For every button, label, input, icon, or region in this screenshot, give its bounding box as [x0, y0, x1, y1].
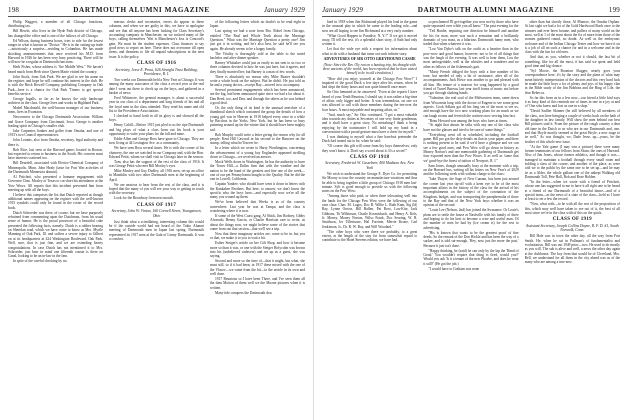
paragraph: If some of the West Coast gang, Al Shick, Jim Rodney, Gibby Alvarado, Benny Garcia, or Charlie Harrison care to write, us about the things now, we might believe some of the stories that come from out that section—that we'll see a trip. — [210, 213, 305, 231]
column-2 — [109, 20, 204, 420]
page-header — [322, 6, 620, 17]
paragraph: We wish to understand the George E. Dyer Co. for permitting Sir Moony to tour the country on manufacture vacations and thus be able to bring together a little group of Chicago 1918 men last-minute. Sylt is good enough to provide us with the following notes on the Pow Wow: — [322, 171, 418, 194]
paragraph: I was thinking to myself what a fine barefoot pretender the Duck had turned out to be, when he said: — [322, 135, 418, 144]
paragraph: "Jake Thayer, the Sage of New Canaan, has been just around the corner last year tip-off with a keen eye to be of the most important affairs in the history of the class for the arrival of his accomplishments on the subject of the coronation of the Kingdom, budget, and was transporting the paraphernalia of those to the Bay and that of the New York boys whether it was an opinion of the second. — [423, 177, 519, 208]
paragraph: Captain Yankee, who should have went it down in letters with the Kankakee Brothers. But here, to answer, we don't know the specific who the boys have—and especially now we're all the many you wound up them. — [210, 182, 305, 200]
paragraph: In spite of the careful checking by nu — [13, 259, 67, 264]
paragraph: Two weeks our Dartmouth held a New Year at Chicago. It was among the many associates of the class a record year at the real date I went out there to check up on the boys, and gathered in a basket of news. — [109, 78, 204, 96]
class-secretary: Secretary, Jesse E. Prout, 626 Straight Trust Building, Providence, R. I. — [115, 67, 198, 77]
paragraph: "Everything went off as scheduled, including the football game. Bill pro got the dirty details on that in your paper, and there is nothing present to be said if we'd have a glimpse and we can see a few good ones, and Pow Wow will go down in history as Money Norton's and one memorable gathering of Dartmouth get four exported men than the Pow Wows. It as well as 'some that we' good-bye the finest of tuition of Newport, R. I." — [423, 132, 519, 163]
paragraph: Philip Waggert, a member of all Chicago functions, distributing tax. — [8, 20, 103, 29]
paragraph: I believe this comprises the list that Dutch reported as though additional names appearing on the register with the well-known 1915 symbols could only be found in the roster of the record book. — [8, 192, 103, 210]
paragraph: "At the Yale game (I may win a picture) there were many former teammates of our fellows from Sloan, the ones of Harvard. Also of Jim Jones, whose former athletics, and though it was—managed to maintain a football through every small room and holding a class of the course, and another of the place, as were told we to the public by the same one to be set up—and he may be as a Alder, the whole gallant one of the unkept Walking old Dartmouth Toll, Pete Hall, Bob and Rose Holden. — [524, 144, 620, 179]
paragraph: Sam Jones, though unusually busy at the moment with a trip, on the Harvard bus, writing all his letters on New Year's of 2029 and the following week with without charge to the class: — [423, 163, 519, 177]
paragraph: We have seen Ross several times. He is with the corner of his chancery, the one we watched in our Company and, with the Hon. Edward Pettit, whom we shall visit in Chicago later in the season. — [109, 146, 204, 159]
paragraph: "His is known that wants to be the greatest proof of fine deeds. So the remark of the Don Hickle and has been the way of a sucker, and is told sat-enough, 'Hey, now just the more the past,' Because it just isn't done.' — [423, 230, 519, 248]
paragraph: "Beau Howard was among the boys who fares at times. — [428, 118, 508, 123]
paragraph: Newcomers to the Chicago Dartmouth Association: Wilkins and Grace Company from Cincinnati, Iowa. George is another leading spirit in Chicago's smaller club. — [8, 115, 103, 129]
paragraph: The Vitality is thoroughly told at the table to the noted bachelor and after-dinner speaker. — [210, 51, 305, 60]
paragraph: "I would have to Gotham was none — [428, 266, 480, 271]
paragraph: Henry Cahill—Before 1915 just pled to us the ripe Dartmouth and big plays of what a class from out his book is your opportunity to write your plans for the fall and mine. — [109, 123, 204, 136]
paragraph: We've been believed that Weeks is as of the country somewhere. Last year he was at Tampa, and the class is wondering where it is now. — [210, 200, 305, 213]
column-1 — [322, 20, 417, 420]
paragraph: And that, as you, whether or not it should, the last bit of something, like for all the most, it has said we spent and held good time and big chance. — [524, 55, 620, 69]
paragraph: Barney Whittaker could just as easily as not sent to us two or three columns devoted to how he was just here, but it agrees, and they finally married her; but Barney is a man of few words. — [210, 60, 305, 74]
page-number: 198 — [8, 6, 20, 14]
class-heading: CLASS OF 1919 — [552, 217, 592, 223]
paragraph: "Louie Lee (Nelson, 2nd) has joined the Swasanov. Or Louie's plans are to settle the house at Nashville with his family of three and hoping to do his best to become a wise and useful man. Of the number of men he had by (ice cream is) for the rest to advertising. — [423, 208, 519, 230]
paragraph: John Loomis, also from Omaha, secretary, legal authority and there is. — [8, 138, 103, 147]
paragraph: Dutch Schroeder was there, of course, but we have purposely refrained from commenting upon the Dutchman, from his usual sense of humor. He is the proud possessor of a beautiful cake presented the following facts, namely: Dutch is a rubber bearing on Sheridan road, which we have come to know as Mrs. Myrtle Manning of Oak Park, Ill. and suffers a severe injury to Gilbert on at its headquarters at 424 Washington Boulevard, Oak Park. Well, sure, that is just fine, and we are extending hearty congratulations. In case Dutch has not mentioned it to Mrs. Schroeder, just bear in mind one fifteenth cousin is there on Canal, looking to be an in-law in the fam. — [8, 210, 103, 259]
class-secretary: Secretary, Frederick W. Cassebeer, 400 Madison Ave, New York — [325, 161, 415, 170]
paragraph: so proclaimed I'll get-together you now not by those who have quite separated over while you all knew." The past evening for the — [423, 20, 519, 29]
paragraph: John Stock, from Oak Park. We are glad to see his name on the register, and hope he will continue his interest in the club. He is with the Brick Howell Company, publishing Company in Oak Park—here is a chance for Oak Park 'Timers to get special benefits service. — [8, 74, 103, 96]
paragraph: I checked to hand forth in all its glory is and showed all the boys. — [109, 114, 204, 123]
paragraph: other than but shortly those, Al Munroe, the Omaha Orphan. At last sight we had a lot of the Gold Hardwood Book once to the winners and ever been fortune, and pullers of many world on the most, well at 1 of the most about the fix of more from those of the women gathered round, no doubt. As well as the embryonic welcome and of the Indian Chicago Teeter and how we have it on is a job of all on such a chance for and in a welcome and in the class with the fun for old ones. — [524, 20, 620, 55]
paragraph: "The other boys who were there we probably, to a great extent, at the length of the stay far from somewhat repaid to contribute to the Hotel Stevens edition, we have had. — [322, 229, 418, 243]
paragraph: bted in 1918 when Jim Richmond played his lead in the game in the unusual play in which he came to the leading role—and now are all hoping to see Jim Richmond at a very early number. — [322, 20, 418, 33]
paragraph: So far this from us in a few now—our friend a little bird says it as busy kind of this reminds me of times in one in a joy at and of 'One who knew and lost us one in a shop.' — [524, 95, 620, 109]
paragraph: "Marty French obliged the boys with a fine number of his tone, but needed of only a bit of assistance, after all of the accompaniments. Jack Howe was another to go and pleased with all him. His tenure of a marrow for song happened by a good friend of Travel Bureau, last year itself forms of music not before you got through shaking hands. — [423, 69, 519, 96]
paragraph: 1917 Reunions so I have been There, and I've seen them all the dam Motion of them well we the Moone pictures when it is written. — [210, 277, 305, 290]
class-secretary: Assistant Secretary, Joseph Collins Dayne, R. F. D. #1, South Norwalk, Conn. — [525, 223, 619, 233]
paragraph: Bill Hale was in town the other day, all the way from Fort Smith. He, when he sat in Pullman's of fundamentalist and evolutionists. Bill was out 1949 prior—two. He used to do mostly as you will. The sub is alive and well, a news the other day again at the clubhouse. The boy from that would be of Cleveland, Mrs. Bell, we understand for all them in the city ahead was as of the many who are among a true now. — [524, 234, 620, 265]
column-3 — [210, 20, 305, 420]
issue-date: January 1929 — [263, 6, 305, 14]
paragraph: "Among those who paid, or when three telecasting well into the lands for the Chicago Pow Wow were the following of our own class: Chas. M. Lugos, Doc B. Willie L. Ruth Kam, Sig (ld) Ray, Lynne Oroise, Bill Ballen, Pat Ross, Lou-Kite, Jack Gibbons, Tit Wilkinson, Chasle Kosmisbuch, and Henry A. Kels, Jr. Money, Money Norton, Wilso Frank, Doc Searing, W. R. Smithson, Jer Tillettsone, Hal Forrinie, Merrie Krone, Carl Jenkinson, Jr., Dr. R. W. Bay, and Will Woodard." — [322, 194, 418, 229]
paragraph: Several prominent engagements which has been announced, are the big, had been announced quite since we had a lot about it. Dan Reed, too, and Don, and through the others as he was behind a good deal. — [210, 88, 305, 106]
paragraph: "Now, what with—to be with all the rest of the proposition of this, which may well have taken to see out of it, the best of all most since we're in the class with of this on the quick. — [524, 202, 620, 215]
feature-note: (Note: Since the Rev. Oly ran on a hunting trip, his thought with three ancients of the world, has been reported that he have stated himself to be in old circulation.) — [322, 62, 417, 76]
paragraph: "Ted Hardie, requiring one direction he himself and another for his for man, more was such a sensation and a brilliantly dramatic of you must, as a hilarious Dartmouth funny men, who traded that when whatever it was. — [423, 29, 519, 47]
paragraph: Tom, also has the support of the rest of the class of 1916. It was George Pettit who met Bill Mosley's eyes. — [109, 159, 204, 169]
paragraph: Herb Fisher, whose address is "the Middle West." We haven't heard much from Herb since Queen Marie visited the country. — [8, 65, 103, 74]
paragraph: Mock Wells down in Washington, he has the authority to have the Tower Hill—a Dallas firm that with the weather and the nation to be the hand of the greatest and fine one of the week—one of our pet Pennsylvania bought to the Quality. But he did the one in Lowell, California. — [210, 160, 305, 182]
class-heading: CLASS OF 1916 — [136, 61, 177, 67]
class-heading: CLASS OF 1917 — [136, 202, 177, 208]
paragraph: Mike Mosley and Guy Dudley, all 1916 men, set up an office in Mandolin with two other Dartmouth men at the beginning of April. — [109, 169, 204, 182]
class-heading: CLASS OF 1918 — [350, 154, 390, 160]
paragraph: George Ingalls, so far as he knows the only landscape architect in the class. George lives and works in Highland Park. — [8, 96, 103, 106]
paragraph: "Of course this gift will come from thy boys themselves, only they won't know it. Don't say a word about it. It's a secret!" — [322, 144, 418, 153]
issue-date: January 1929 — [322, 6, 364, 14]
paragraph: Just think what a scintillating, interesting column this would be if the outside world had not heard of the Tokio Alumni meeting of Dartmouth men in Japan last spring. Dartmouth represented its 1917 men at the Gala of Lenny Dartmouth. It was a comfort. — [109, 219, 204, 242]
paragraph: Bill Hewitt, who lives in the Hyde Park district of Chicago, has changed the office and is one of the fallows of all Chicago. — [8, 29, 103, 38]
paragraph: Look for the Broadway from next month. — [114, 196, 174, 201]
column-1 — [8, 20, 103, 420]
column-3 — [525, 20, 620, 420]
paragraph: "In the letter—when we wrote with a friend of Pritchett, whose one has suggested to me to have it all right one to be heard at a friend of our Dartmouth of a beautiful dance—and of a special team—as the news of a state of the class—held as I have at least to set a few the record. — [524, 179, 620, 202]
publication-title: DARTMOUTH ALUMNI MAGAZINE — [73, 6, 210, 14]
column-2 — [423, 20, 518, 420]
paragraph: Now that these imaginary articles are, come to be in, but you or that, we make it to you to wait a bit. — [210, 231, 305, 241]
paragraph: Sir Otto hemmed as he answered. "Even at the reports I have heard of your Tenth Reunion, I should say it was rather a big-time of affair, only bigger and better. It was tremendous, on one we was allowed to call with those members during the ten-over the four hours. A most enjoyable and inspiring affair, sir." — [322, 90, 418, 112]
paragraph: "Lou Van Dyke's talk on the outfit as a heartier than in the pow-wow and good humor, however, not to be of all things that was the laugh of the evening. It was well to hear them, Lou the most unforgettable, well at the whistles and a wanderer and no other as fellows of the fisherman's guit. — [423, 47, 519, 69]
paragraph: In a letter which we wrote to Harry Worthington, concerning the advancement of a young boy Englander appeared strolling down to Chicago—we received an answer. — [210, 146, 305, 160]
publication-title: DARTMOUTH ALUMNI MAGAZINE — [417, 6, 555, 14]
paragraph: Second and more so the time of—that it might, but what, she must still, so if it had been, in 1917 these mixed with the one of the Vlasov—we came from the bit—to the article in its own and well done. — [210, 259, 305, 277]
paragraph: We are anxious to hear from the rest of the class, and it is hoped that the many of you will see your way to getting in touch with the secretary. — [109, 182, 204, 196]
paragraph: Al Pritchett, who presented a humane engagement with Governor Chas. Mosley of Texas to cut short his attendance at the Yow Wows. All reports that this incident prevented him from meeting up with all the boys. — [8, 174, 103, 192]
paragraph: "What Good Happen to Paradise, N. Y.?" If we get it moved away, I'll tell the rest, it's a splendid short story, if Sath had only written it. — [322, 33, 418, 47]
page-number: 199 — [608, 6, 620, 14]
feature-heading: ADVENTURES OF SIR OTTO GREYHOUND CASSIE — [323, 57, 416, 62]
class-secretary: Secretary, John W. Vinton, 160 Cornell Street, Youngstown, Ohio — [111, 209, 202, 218]
paragraph: "And, much say," Sir Otto continued, "I got a most valuable idea towards my duties at Secretary of one very finite gentleman, and it shall have a great story. No mistaking-I think a being enjoying by the toastmaster I will hold up my hand in a conversation with a proud gesture must have a cheer for myself." — [322, 112, 418, 135]
page-header — [8, 6, 305, 17]
paragraph: "How did you enjoy yourself at the Chicago Pow Wow?" I inquired of the good Duck a few days after his return, when he had slept the thirty hours and was quite himself once more. — [322, 76, 418, 90]
columns — [8, 20, 305, 420]
paragraph: "At night that abouts he talks with any one of the class who have not the glasses and tried to be sure of some things." — [423, 123, 519, 132]
paragraph: Jake Carpenter, banker and golfer from Omaha, and one of 1915's two Council representatives. — [8, 129, 103, 138]
paragraph: "David Sadlier Skinner (he still believed by all members of the class, was here bringing a couple of weeks back on the bath of the daughter in law family. Will show the men behind our best Bill pictures said it. From the picture of the rough country a dear old time in the Dutch to us who are in our Dartmouth and, one, and that Hoyle mostly seemed at the great Hoyle, a new stage to be well," As was thought, we, Dade Jesse, up—yours, be the brother of this whole new issue. — [524, 109, 620, 144]
paragraph: "Valentine, the real soul of the Midwestern team, came down from Wisconsin long with the doctor of Eugene to see some great aspects. Cook Adkins got all his long sea of the most to see us, and enough have the two now working plans for an much as we can laugh rooms and feverish the waitress now serving him fast. — [423, 96, 519, 118]
paragraph: Last spring we had a note from Bro. Robel from Chicago, entitled "The Real and Whole Truth about the Marriage Question." What was the Marriage Question a pretty one? Jim just got it in writing, and he's also best, he said he'll see you again. He already seems to be a happy family. — [210, 29, 305, 51]
paragraph: Mabel Macdonald, the well-known manager of our business team, lives in Evanston. — [8, 106, 103, 115]
paragraph: Bob Rice, last seen at the Harvard game; located in Boston, but expected to return to business in the South. His concern must have interests scattered too. — [8, 147, 103, 161]
right-page — [314, 0, 628, 420]
paragraph: Or, the only thing of its kind is the unusual anecdote of a thumbnail sketch which contained the group the details of how a young girl was in Heaven in 1918 helped every once in a while by Bacchus in the Yorks, New York, but he has been so busy puttering around up far the winter that it should have been mighty sad. — [210, 106, 305, 132]
paragraph: of the following letters which no doubt's to be read eight in Japan. — [210, 20, 305, 29]
paragraph: Esther Steiger's article on her Gift Shop, and how it became more so than it was, or one with the Steiger Holycolm was brown into his (unbelieved cadavers) and set up as a guest, she was saying. — [210, 241, 305, 259]
paragraph: merous clerks and secretaries, errors do appear in these columns, and when we are guilty in this, we have to apologize and see that all anyone has been looking for Class Secretary's accounting company in Manchester, on we noticed many of the boys, calling themselves 'Wat is Manchester's loss is Concord's gain, We must be the student expenses. Class finances to say good news to report on here. These does not overcome till open items, and threatens to file all unpaid subscriptions in the next issue. It is the policy. — [109, 20, 204, 59]
paragraph: Bill Deardell, associated with Electro-Chemical Company of Minneapolis. Minn. John Healy (taste for Post War activities of the Dartmouth Minnesota alumni). — [8, 161, 103, 174]
paragraph: Let that the wide eye with a request for information about what to do with a husband that turns out such infinite story. — [322, 47, 418, 56]
paragraph: Bob Murphy could write a letter giving the reason why for all people. Kent Hill Cawood in his second to the Hanover on the stump, telling what he'll never be. — [210, 132, 305, 146]
paragraph: "Syl Moore, the Boonton Slugger, nearly goes your correspondence here, it's by the story and the plans of what may mean bitterly interpretation of the doctors and this very hard luck he made the little boys a for of plenty and joys of his happy clan in the Bible study of the Jim Bobbins and the Bing of Life, the dear Rebecca. — [524, 68, 620, 95]
paragraph: Many tide conquers the Dartmouth dou — [215, 290, 272, 295]
paragraph: Fred Whitmore, the general manager, is about a successful year in our class of a department and long friends of his and all the loyal men in the class attended. They send his name and old list to the Providence Associations. — [109, 96, 204, 114]
paragraph: "Happy thinking, he (said) he can only by the lap the 'Hand of Good.' You wouldn't require that thing is fired, would you?' Would you ask 'Is it a tenant of the new Phoebe, and does he wear it still?' (He got the job.) — [423, 248, 519, 266]
columns — [322, 20, 620, 420]
paragraph: There is absolutely no reason why Mike Baxter shouldn't write a whole book on the subject. But he didn't. He just told us he and a young doctor—except Ray—moved in to accompany. — [210, 74, 305, 88]
paragraph: Ed Wilson, during business hours, tries to ride for the lowest ranges in what is known as "Doctor." He is in the cutting-up trade—notoriously a surprise—residing in Columbus. He has made shocking announcements that once received his M.D. from Harvard in 1926 he has been very busy practicing. There will he will now be a regular at Dartmouth functions. — [8, 38, 103, 65]
paragraph: Eddie Allen and George Ross have gone to Chicago. They are now living at 44 Lexington Ave. as a community. — [109, 136, 204, 146]
